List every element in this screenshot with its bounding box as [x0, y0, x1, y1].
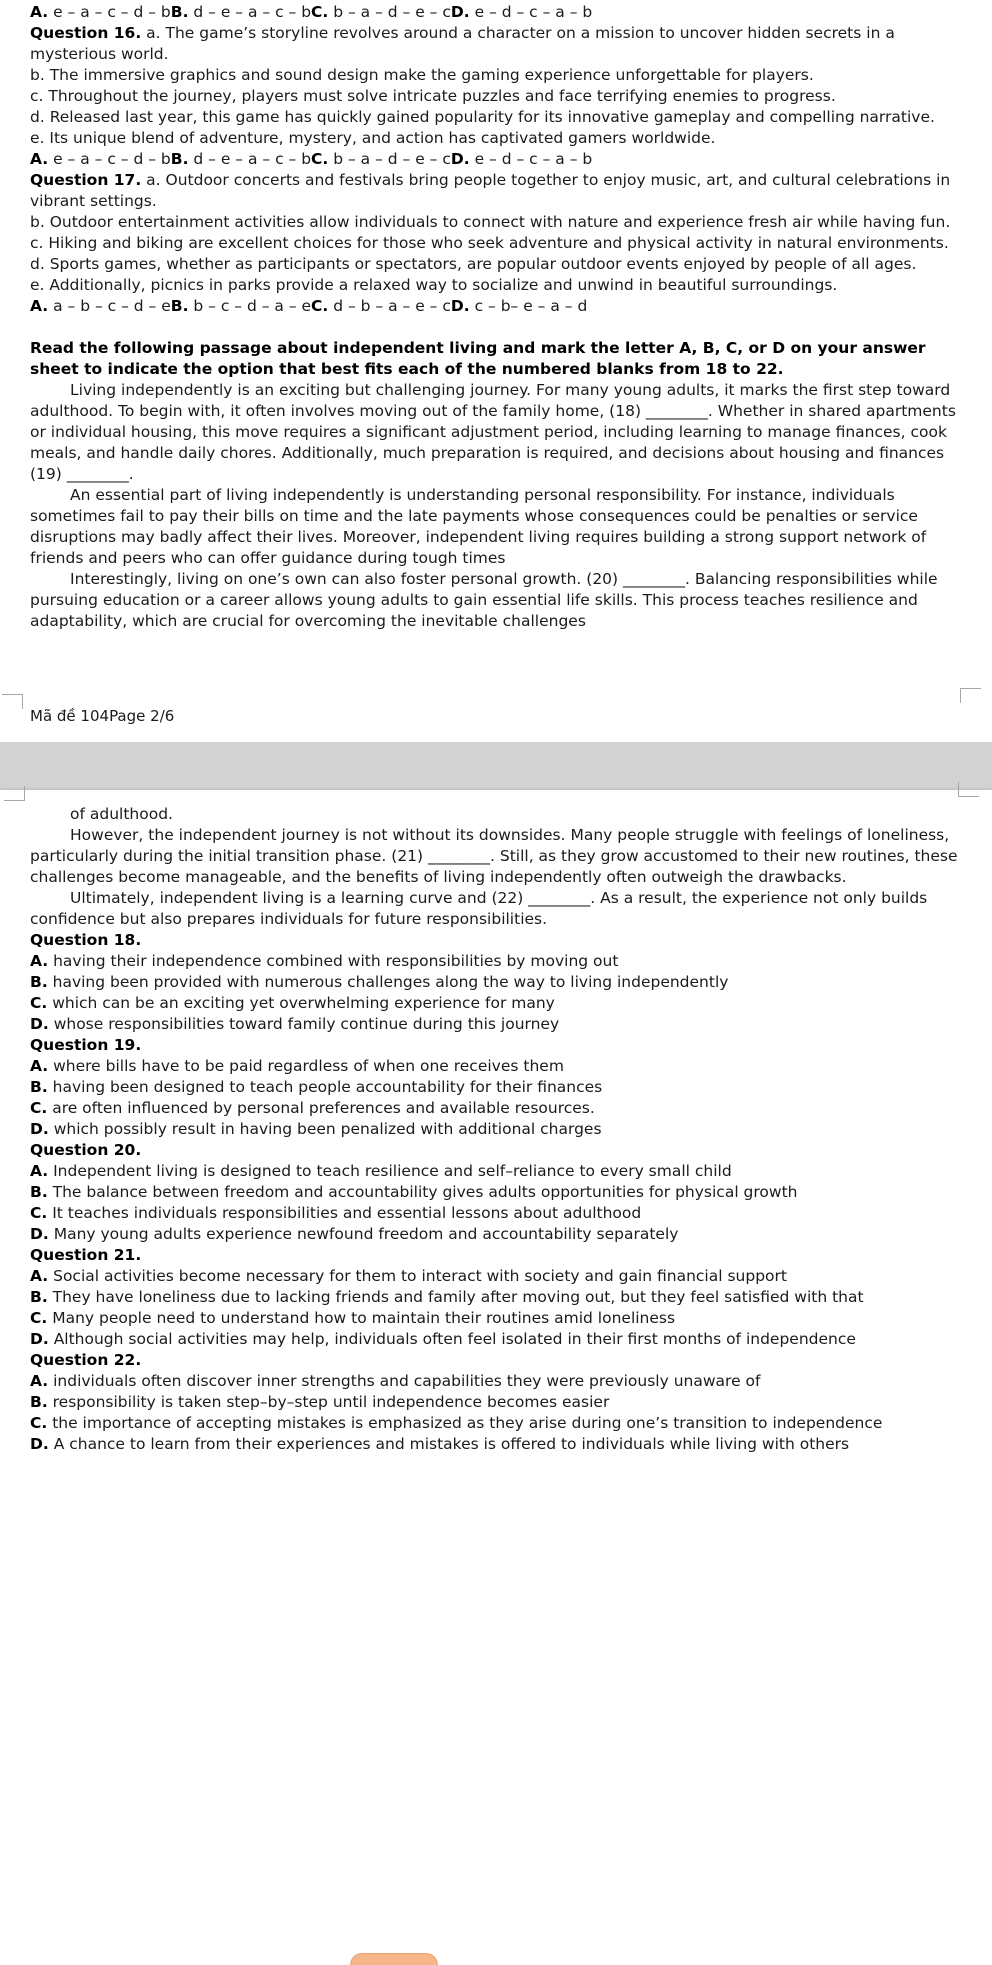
clipped-line [30, 2, 962, 23]
bold-label: D. [30, 1435, 49, 1453]
bold-label: A. [30, 1162, 49, 1180]
text-line [30, 1308, 962, 1329]
passage-paragraph-5 [30, 888, 962, 930]
text-line [30, 212, 962, 233]
bold-label: D. [30, 1015, 49, 1033]
text-line [30, 1161, 962, 1182]
bold-label: D. [450, 297, 470, 315]
text-run: A chance to learn from their experiences and mistakes is offered to individuals while living with others [48, 1435, 850, 1453]
text-line [30, 254, 962, 275]
bold-label: B. [170, 150, 189, 168]
bold-label: Question 22. [30, 1351, 142, 1369]
text-run: which possibly result in having been penalized with additional charges [48, 1120, 602, 1138]
text-run: d. Sports games, whether as participants or spectators, are popular outdoor events enjoyed by people of all ages. [30, 255, 917, 273]
text-run: which can be an exciting yet overwhelming experience for many [47, 994, 555, 1012]
page-gap [0, 742, 992, 790]
text-run: Many people need to understand how to maintain their routines amid loneliness [47, 1309, 676, 1327]
bold-label: Question 18. [30, 931, 142, 949]
text-line [30, 1098, 962, 1119]
page-number: Page 2/6 [109, 707, 175, 725]
text-line [30, 1287, 962, 1308]
text-run: e – a – c – d – b [48, 3, 171, 21]
bold-label: Question 19. [30, 1036, 142, 1054]
text-run: b – c – d – a – e [188, 297, 312, 315]
text-run: c. Hiking and biking are excellent choices for those who seek adventure and physical activity in natural environments. [30, 234, 949, 252]
page-2-text [30, 804, 962, 1455]
question-20 [30, 1140, 962, 1161]
text-run: the importance of accepting mistakes is emphasized as they arise during one’s transition to independence [47, 1414, 883, 1432]
text-line [30, 107, 962, 128]
text-line [30, 1371, 962, 1392]
exam-code: Mã đề 104 [30, 707, 110, 725]
bold-label: Question 16. [30, 24, 142, 42]
passage-paragraph-3 [30, 569, 962, 632]
text-run: whose responsibilities toward family continue during this journey [48, 1015, 560, 1033]
text-line [30, 233, 962, 254]
bold-label: Question 21. [30, 1246, 142, 1264]
text-run: having been provided with numerous challenges along the way to living independently [47, 973, 729, 991]
text-line [30, 1014, 962, 1035]
page-1-text [30, 2, 962, 632]
text-run: The balance between freedom and accountability gives adults opportunities for physical growth [47, 1183, 798, 1201]
blank-line [30, 317, 962, 338]
text-run: Interestingly, living on one’s own can also foster personal growth. (20) ________. Balancing responsibilities while pursuing education or a career allows young adults to gain essential life skills. This process teaches resilience and adaptability, which are crucial for overcoming the inevitable challenges [30, 570, 938, 630]
text-line [30, 65, 962, 86]
text-run: Many young adults experience newfound freedom and accountability separately [48, 1225, 679, 1243]
text-line [30, 1203, 962, 1224]
bold-label: A. [30, 1372, 49, 1390]
bold-label: A. [30, 1267, 49, 1285]
text-run: An essential part of living independently is understanding personal responsibility. For instance, individuals sometimes fail to pay their bills on time and the late payments whose consequences could be penalties or service disruptions may badly affect their lives. Moreover, independent living requires building a strong support network of friends and peers who can offer guidance during tough times [30, 486, 927, 567]
text-run: Independent living is designed to teach resilience and self–reliance to every small child [48, 1162, 732, 1180]
text-run: d – e – a – c – b [188, 3, 312, 21]
text-run: e – a – c – d – b [48, 150, 171, 168]
text-line [30, 972, 962, 993]
text-run: a – b – c – d – e [48, 297, 171, 315]
text-line [30, 951, 962, 972]
text-run: b – a – d – e – c [328, 150, 451, 168]
text-run: b. Outdoor entertainment activities allow individuals to connect with nature and experience fresh air while having fun. [30, 213, 951, 231]
text-run: d – b – a – e – c [328, 297, 451, 315]
text-line [30, 128, 962, 149]
text-run: Although social activities may help, individuals often feel isolated in their first months of independence [48, 1330, 856, 1348]
bold-label: A. [30, 3, 49, 21]
text-run: where bills have to be paid regardless of when one receives them [48, 1057, 564, 1075]
page-footer [30, 707, 174, 726]
question-21 [30, 1245, 962, 1266]
text-line [30, 1224, 962, 1245]
question-17-options [30, 296, 962, 317]
text-run: Social activities become necessary for them to interact with society and gain financial support [48, 1267, 787, 1285]
text-line [30, 1392, 962, 1413]
bold-label: A. [30, 1057, 49, 1075]
text-line [30, 1056, 962, 1077]
text-run: having been designed to teach people accountability for their finances [47, 1078, 603, 1096]
text-run: e. Additionally, picnics in parks provide a relaxed way to socialize and unwind in beautiful surroundings. [30, 276, 838, 294]
bold-label: D. [450, 150, 470, 168]
bold-label: B. [30, 1183, 48, 1201]
page-1 [0, 0, 992, 742]
text-run: are often influenced by personal preferences and available resources. [47, 1099, 595, 1117]
passage-paragraph-4 [30, 825, 962, 888]
text-run: d – e – a – c – b [188, 150, 312, 168]
text-line [30, 1413, 962, 1434]
bold-label: B. [170, 3, 189, 21]
question-16 [30, 23, 962, 65]
bold-label: C. [30, 1309, 48, 1327]
text-run: c. Throughout the journey, players must solve intricate puzzles and face terrifying enemies to progress. [30, 87, 836, 105]
page-2 [0, 790, 992, 1965]
text-run: However, the independent journey is not without its downsides. Many people struggle with feelings of loneliness, particularly during the initial transition phase. (21) ________. Still, as they grow accustomed to their new routines, these challenges become manageable, and the benefits of living independently often outweigh the drawbacks. [30, 826, 958, 886]
text-line [30, 86, 962, 107]
bold-label: C. [311, 150, 329, 168]
text-run: d. Released last year, this game has quickly gained popularity for its innovative gameplay and compelling narrative. [30, 108, 935, 126]
bold-label: B. [30, 1288, 48, 1306]
text-line [30, 1119, 962, 1140]
text-run: e – d – c – a – b [469, 3, 593, 21]
text-run: c – b– e – a – d [469, 297, 588, 315]
passage-instruction [30, 338, 962, 380]
text-line [30, 1077, 962, 1098]
text-line [30, 1329, 962, 1350]
passage-continuation [30, 804, 962, 825]
bold-label: Question 17. [30, 171, 142, 189]
bold-label: B. [170, 297, 189, 315]
question-17 [30, 170, 962, 212]
bold-label: A. [30, 952, 49, 970]
floating-button[interactable] [350, 1953, 438, 1965]
bold-label: D. [450, 3, 470, 21]
bold-label: Question 20. [30, 1141, 142, 1159]
text-run: of adulthood. [70, 805, 173, 823]
text-run: having their independence combined with responsibilities by moving out [48, 952, 619, 970]
bold-label: D. [30, 1225, 49, 1243]
text-run: e – d – c – a – b [469, 150, 593, 168]
text-run: Ultimately, independent living is a learning curve and (22) ________. As a result, the experience not only builds confidence but also prepares individuals for future responsibilities. [30, 889, 928, 928]
bold-label: C. [311, 297, 329, 315]
question-16-options [30, 149, 962, 170]
text-run: They have loneliness due to lacking friends and family after moving out, but they feel satisfied with that [47, 1288, 864, 1306]
text-run: a. The game’s storyline revolves around a character on a mission to uncover hidden secrets in a mysterious world. [30, 24, 895, 63]
bold-label: C. [30, 1414, 48, 1432]
bold-label: D. [30, 1120, 49, 1138]
text-line [30, 1182, 962, 1203]
bold-label: B. [30, 973, 48, 991]
question-18 [30, 930, 962, 951]
bold-label: Read the following passage about independent living and mark the letter A, B, C, or D on your answer sheet to indicate the option that best fits each of the numbered blanks from 18 to 22. [30, 339, 926, 378]
bold-label: C. [311, 3, 329, 21]
bold-label: C. [30, 994, 48, 1012]
bold-label: B. [30, 1393, 48, 1411]
text-line [30, 993, 962, 1014]
question-19 [30, 1035, 962, 1056]
bold-label: C. [30, 1204, 48, 1222]
bold-label: B. [30, 1078, 48, 1096]
bold-label: D. [30, 1330, 49, 1348]
text-run: It teaches individuals responsibilities and essential lessons about adulthood [47, 1204, 642, 1222]
bold-label: C. [30, 1099, 48, 1117]
text-run: a. Outdoor concerts and festivals bring people together to enjoy music, art, and cultural celebrations in vibrant settings. [30, 171, 951, 210]
text-run: b. The immersive graphics and sound design make the gaming experience unforgettable for players. [30, 66, 814, 84]
question-22 [30, 1350, 962, 1371]
passage-paragraph-2 [30, 485, 962, 569]
text-run: Living independently is an exciting but challenging journey. For many young adults, it marks the first step toward adulthood. To begin with, it often involves moving out of the family home, (18) ________. Whether in shared apartments or individual housing, this move requires a significant adjustment period, including learning to manage finances, cook meals, and handle daily chores. Additionally, much preparation is required, and decisions about housing and finances (19) ________. [30, 381, 956, 483]
text-line [30, 1266, 962, 1287]
text-run: e. Its unique blend of adventure, mystery, and action has captivated gamers worldwide. [30, 129, 716, 147]
text-run: b – a – d – e – c [328, 3, 451, 21]
bold-label: A. [30, 297, 49, 315]
text-line [30, 1434, 962, 1455]
text-run: responsibility is taken step–by–step until independence becomes easier [47, 1393, 610, 1411]
passage-paragraph-1 [30, 380, 962, 485]
bold-label: A. [30, 150, 49, 168]
text-run: individuals often discover inner strengths and capabilities they were previously unaware of [48, 1372, 761, 1390]
text-line [30, 275, 962, 296]
